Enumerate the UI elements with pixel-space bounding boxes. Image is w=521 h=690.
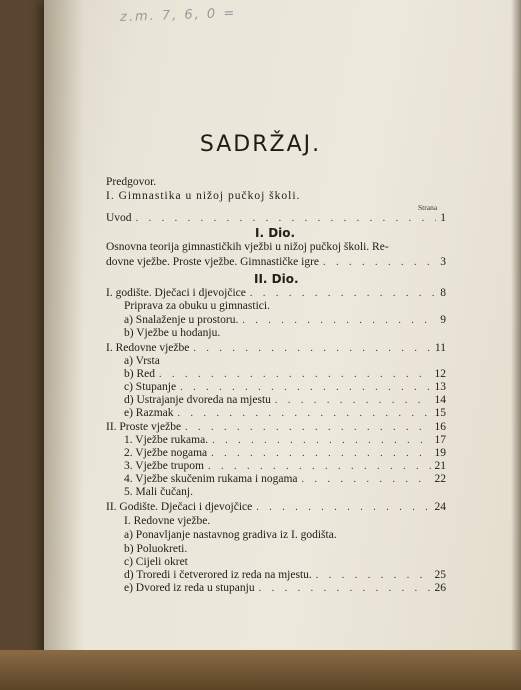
toc-entry-label: c) Cijeli okret (124, 556, 188, 568)
toc-entry-page: 22 (434, 473, 446, 485)
leader-dots (275, 395, 431, 406)
toc-entry-page: 21 (434, 460, 446, 472)
page-edge (511, 0, 521, 650)
toc-entry (124, 355, 446, 367)
toc-entry (124, 569, 446, 581)
toc-entry-label: 5. Mali čučanj. (124, 486, 193, 498)
toc-entry-label: a) Snalaženje u prostoru. (124, 314, 239, 326)
toc-entry (124, 460, 446, 472)
pencil-annotation: z.m. 7, 6, 0 = (119, 5, 237, 26)
toc-entry (106, 342, 446, 354)
toc-entry (106, 501, 446, 513)
toc-entry-label: b) Vježbe u hodanju. (124, 327, 221, 339)
toc-entry-label: 2. Vježbe nogama (124, 447, 208, 459)
toc-entry-label: e) Dvored iz reda u stupanju (124, 582, 255, 594)
toc-entry (124, 300, 446, 312)
toc-entry (124, 486, 446, 498)
toc-entry (124, 381, 446, 393)
toc-entry-label: b) Poluokreti. (124, 543, 188, 555)
toc-entry (124, 368, 446, 380)
toc-entry-label: I. Redovne vježbe. (124, 515, 211, 527)
toc-entry-page: 19 (434, 447, 446, 459)
toc-entry-page: 11 (434, 342, 446, 354)
leader-dots (193, 343, 431, 354)
toc-entry-label: d) Ustrajanje dvoreda na mjestu (124, 394, 271, 406)
leader-dots (185, 422, 430, 433)
toc-entry-page: 8 (440, 287, 446, 299)
toc-entry (124, 394, 446, 406)
toc-entry-page: 24 (434, 501, 446, 513)
book-cover-edge (0, 650, 521, 690)
toc-entry (124, 556, 446, 568)
toc-entry (124, 529, 446, 541)
toc-entry-page: 26 (434, 582, 446, 594)
toc-entry (124, 582, 446, 594)
leader-dots (259, 583, 431, 594)
toc-entry (124, 327, 446, 339)
toc-entry-label: d) Troredi i četverored iz reda na mjestu. (124, 569, 312, 581)
toc-entry-page: 1 (440, 212, 446, 224)
toc-entry-label: dovne vježbe. Proste vježbe. Gimnastičke igre (106, 256, 319, 268)
leader-dots (250, 288, 436, 299)
leader-dots (323, 257, 436, 268)
toc-entry (106, 287, 446, 299)
toc-entry-page: 25 (434, 569, 446, 581)
part-two-heading: II. Dio. (254, 272, 299, 286)
osnovna-line-1: Osnovna teorija gimnastičkih vježbi u nižoj pučkoj školi. Re- (106, 241, 389, 253)
toc-entry-label: I. Redovne vježbe (106, 342, 190, 354)
toc-entry-page: 9 (440, 314, 446, 326)
leader-dots (180, 382, 430, 393)
toc-entry (124, 447, 446, 459)
leader-dots (256, 502, 430, 513)
toc-entry-label: 1. Vježbe rukama. (124, 434, 209, 446)
toc-entry-page: 14 (434, 394, 446, 406)
section-intro-line: I. Gimnastika u nižoj pučkoj školi. (106, 190, 301, 202)
toc-entry-page: 16 (434, 421, 446, 433)
toc-entry-label: 4. Vježbe skučenim rukama i nogama (124, 473, 298, 485)
toc-entry-label: II. Proste vježbe (106, 421, 182, 433)
leader-dots (242, 315, 436, 326)
toc-entry (124, 314, 446, 326)
leader-dots (136, 213, 437, 224)
toc-entry (124, 434, 446, 446)
toc-entry-label: a) Ponavljanje nastavnog gradiva iz I. godišta. (124, 529, 337, 541)
toc-entry-label: c) Stupanje (124, 381, 177, 393)
toc-entry (124, 515, 446, 527)
toc-entry-label: 3. Vježbe trupom (124, 460, 204, 472)
part-one-heading: I. Dio. (255, 226, 296, 240)
toc-entry-label: Uvod (106, 212, 132, 224)
toc-entry (106, 421, 446, 433)
toc-entry (124, 473, 446, 485)
predgovor-line: Predgovor. (106, 176, 157, 188)
toc-entry-uvod (106, 212, 446, 224)
strana-label: Strana (418, 203, 438, 212)
toc-entry-page: 3 (440, 256, 446, 268)
leader-dots (212, 435, 430, 446)
toc-entry-page: 15 (434, 407, 446, 419)
toc-entry-page: 17 (434, 434, 446, 446)
page-title: SADRŽAJ. (199, 132, 322, 157)
leader-dots (208, 461, 431, 472)
toc-entry-page: 12 (434, 368, 446, 380)
toc-entry (124, 543, 446, 555)
toc-entry-label: Priprava za obuku u gimnastici. (124, 300, 270, 312)
leader-dots (178, 408, 431, 419)
toc-entry-label: e) Razmak (124, 407, 174, 419)
toc-entry-label: a) Vrsta (124, 355, 160, 367)
toc-entry-page: 13 (434, 381, 446, 393)
leader-dots (211, 448, 430, 459)
toc-entry-label: II. Godište. Dječaci i djevojčice (106, 501, 253, 513)
leader-dots (302, 474, 431, 485)
osnovna-line-2 (106, 256, 446, 268)
leader-dots (159, 369, 431, 380)
toc-entry (124, 407, 446, 419)
spine-shadow (44, 0, 84, 660)
toc-entry-label: I. godište. Dječaci i djevojčice (106, 287, 246, 299)
leader-dots (316, 570, 431, 581)
toc-entry-label: b) Red (124, 368, 155, 380)
